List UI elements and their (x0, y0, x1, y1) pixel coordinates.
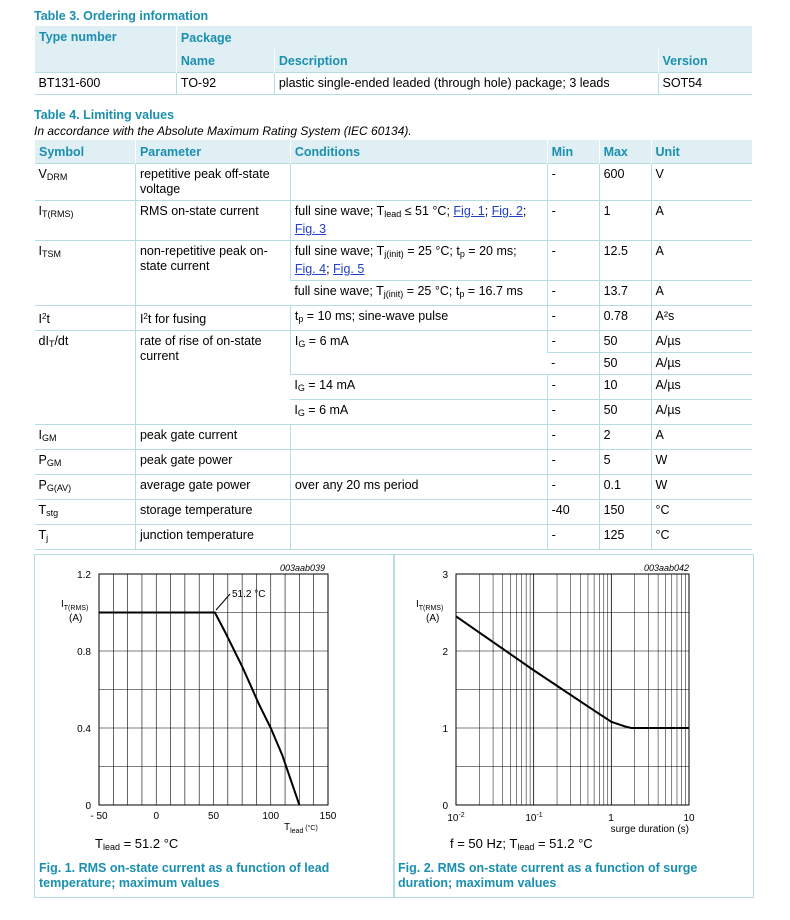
min-cell: - (547, 425, 599, 450)
table-row (35, 241, 753, 281)
header-unit: Unit (651, 140, 752, 164)
header-parameter: Parameter (135, 140, 290, 164)
unit-cell: V (651, 164, 752, 201)
fig4-link[interactable]: Fig. 4 (294, 262, 327, 276)
max-cell: 0.1 (599, 475, 651, 500)
unit-cell: °C (651, 500, 752, 525)
fig2-x-ticks (447, 812, 695, 824)
header-symbol: Symbol (35, 140, 136, 164)
parameter-cell: storage temperature (135, 500, 290, 525)
limiting-values-table (34, 140, 752, 550)
unit-cell: A/µs (651, 331, 752, 353)
fig2-xlabel: surge duration (s) (610, 824, 689, 835)
conditions-cell (290, 425, 547, 450)
ordering-table (34, 26, 752, 95)
max-cell: 2 (599, 425, 651, 450)
unit-cell: W (651, 475, 752, 500)
table-row (35, 201, 753, 241)
parameter-cell: average gate power (135, 475, 290, 500)
fig2-yunit: (A) (426, 613, 440, 624)
symbol-cell: $P_{GM}$ (35, 450, 136, 475)
header-package: Package (176, 26, 752, 49)
max-cell: 50 (599, 353, 651, 375)
table-row (35, 73, 753, 95)
fig1-ytick-label: 0.4 (77, 724, 91, 735)
fig1-annotation: 51.2 °C (232, 589, 266, 600)
fig2-chart (394, 555, 753, 855)
table4-caption: Table 4. Limiting values (34, 108, 175, 122)
parameter-cell: junction temperature (135, 525, 290, 550)
max-cell: 50 (599, 400, 651, 425)
fig1-xtick-label: 100 (262, 811, 280, 822)
table4-subcaption: In accordance with the Absolute Maximum Rating System (IEC 60134). (34, 124, 412, 138)
conditions-cell (290, 525, 547, 550)
symbol-cell: $I^2t$ (35, 306, 136, 331)
header-description: Description (274, 49, 658, 73)
max-cell: 125 (599, 525, 651, 550)
table-row (35, 500, 753, 525)
fig1-chart (35, 555, 394, 855)
fig2-xtick-0.01: $10^{-2}$ (447, 812, 465, 824)
max-cell: 13.7 (599, 281, 651, 306)
symbol-cell: $T_j$ (35, 525, 136, 550)
fig1-xtick-label: 50 (207, 811, 220, 822)
parameter-cell: rate of rise of on-state current (135, 331, 290, 425)
fig1-xtick-label: 0 (153, 811, 160, 822)
symbol-cell: $P_{G(AV)}$ (35, 475, 136, 500)
unit-cell: A/µs (651, 353, 752, 375)
fig1-grid (99, 574, 328, 805)
header-name: Name (176, 49, 274, 73)
header-type-number: Type number (35, 26, 177, 73)
conditions-cell: $t_p = 10$ ms; sine-wave pulse (290, 306, 547, 331)
description-cell: plastic single-ended leaded (through hole) package; 3 leads (274, 73, 658, 95)
conditions-cell: over any 20 ms period (290, 475, 547, 500)
unit-cell: A/µs (651, 375, 752, 400)
figure-2 (393, 554, 754, 898)
fig2-link[interactable]: Fig. 2 (491, 204, 523, 218)
min-cell: - (547, 400, 599, 425)
max-cell: 12.5 (599, 241, 651, 281)
fig2-caption: Fig. 2. RMS on-state current as a function of surge duration; maximum values (398, 861, 698, 890)
symbol-cell: $I_{T(RMS)}$ (35, 201, 136, 241)
fig3-link[interactable]: Fig. 3 (294, 222, 327, 236)
min-cell: - (547, 475, 599, 500)
fig2-ytick-label: 0 (442, 801, 448, 812)
table-row (35, 450, 753, 475)
min-cell: - (547, 241, 599, 281)
fig1-yunit: (A) (69, 613, 83, 624)
parameter-cell: peak gate current (135, 425, 290, 450)
min-cell: - (547, 201, 599, 241)
parameter-cell: peak gate power (135, 450, 290, 475)
parameter-cell: non-repetitive peak on-state current (135, 241, 290, 306)
fig2-ytick-label: 2 (442, 647, 448, 658)
unit-cell: A (651, 425, 752, 450)
fig2-ylabel: $I_{T(RMS)}$ (416, 599, 444, 612)
conditions-cell (290, 500, 547, 525)
fig2-condition: f = 50 Hz; $T_{lead} = 51.2$ °C (450, 836, 593, 852)
header-conditions: Conditions (290, 140, 547, 164)
fig2-xtick-10: 10 (683, 813, 695, 824)
fig1-x-ticks (90, 811, 336, 822)
table3-caption: Table 3. Ordering information (34, 9, 209, 23)
unit-cell: A (651, 201, 752, 241)
fig2-ytick-label: 1 (442, 724, 448, 735)
min-cell: - (547, 331, 599, 353)
unit-cell: A (651, 241, 752, 281)
fig2-xtick-1: 1 (608, 813, 614, 824)
symbol-cell: $T_{stg}$ (35, 500, 136, 525)
unit-cell: A²s (651, 306, 752, 331)
version-cell: SOT54 (658, 73, 752, 95)
max-cell: 0.78 (599, 306, 651, 331)
fig1-ytick-label: 0.8 (77, 647, 91, 658)
fig1-xlabel: $T_{lead}$ $^{(^\circ C)}$ (284, 822, 318, 835)
fig1-ytick-label: 1.2 (77, 570, 91, 581)
unit-cell: A (651, 281, 752, 306)
parameter-cell: RMS on-state current (135, 201, 290, 241)
header-max: Max (599, 140, 651, 164)
fig2-xtick-0.1: $10^{-1}$ (525, 812, 543, 824)
fig1-xtick-label: - 50 (90, 811, 108, 822)
min-cell: - (547, 525, 599, 550)
max-cell: 5 (599, 450, 651, 475)
conditions-cell (290, 450, 547, 475)
table-row (35, 425, 753, 450)
unit-cell: °C (651, 525, 752, 550)
min-cell: - (547, 281, 599, 306)
fig1-ytick-label: 0 (85, 801, 91, 812)
fig2-grid (456, 574, 689, 805)
unit-cell: A/µs (651, 400, 752, 425)
min-cell: - (547, 450, 599, 475)
name-cell: TO-92 (176, 73, 274, 95)
min-cell: - (547, 375, 599, 400)
max-cell: 600 (599, 164, 651, 201)
conditions-cell (290, 164, 547, 201)
symbol-cell: $dI_T/dt$ (35, 331, 136, 425)
table-row (35, 475, 753, 500)
min-cell: - (547, 164, 599, 201)
conditions-cell: $I_G = 6$ mA (290, 400, 547, 425)
conditions-cell: $I_G = 6$ mA (290, 331, 547, 375)
table-row (35, 331, 753, 353)
min-cell: - (547, 306, 599, 331)
fig1-code: 003aab039 (279, 563, 325, 573)
min-cell: -40 (547, 500, 599, 525)
fig2-code: 003aab042 (643, 563, 689, 573)
figure-1 (34, 554, 395, 898)
max-cell: 1 (599, 201, 651, 241)
fig2-ytick-label: 3 (442, 570, 448, 581)
fig1-condition: $T_{lead} = 51.2$ °C (95, 836, 179, 852)
unit-cell: W (651, 450, 752, 475)
header-version: Version (658, 49, 752, 73)
table-row (35, 164, 753, 201)
max-cell: 10 (599, 375, 651, 400)
table-row (35, 525, 753, 550)
type-number-cell: BT131-600 (35, 73, 177, 95)
fig1-link[interactable]: Fig. 1 (453, 204, 485, 218)
fig2-y-ticks (442, 570, 448, 812)
symbol-cell: $I_{TSM}$ (35, 241, 136, 306)
conditions-cell: full sine wave; $T_{lead} \le 51$ °C; Fig. 1; Fig. 2; Fig. 3 (290, 201, 547, 241)
fig1-xtick-label: 150 (319, 811, 337, 822)
symbol-cell: $I_{GM}$ (35, 425, 136, 450)
header-min: Min (547, 140, 599, 164)
conditions-cell: $I_G = 14$ mA (290, 375, 547, 400)
conditions-cell: full sine wave; $T_{j(init)} = 25$ °C; $t_p = 16.7$ ms (290, 281, 547, 306)
symbol-cell: $V_{DRM}$ (35, 164, 136, 201)
fig2-series-line (456, 616, 689, 728)
max-cell: 50 (599, 331, 651, 353)
max-cell: 150 (599, 500, 651, 525)
fig1-caption: Fig. 1. RMS on-state current as a function of lead temperature; maximum values (39, 861, 330, 890)
fig5-link[interactable]: Fig. 5 (333, 262, 365, 276)
conditions-cell: full sine wave; $T_{j(init)} = 25$ °C; $t_p = 20$ ms; Fig. 4; Fig. 5 (290, 241, 547, 281)
fig1-ylabel: $I_{T(RMS)}$ (61, 599, 89, 612)
min-cell: - (547, 353, 599, 375)
parameter-cell: repetitive peak off-state voltage (135, 164, 290, 201)
parameter-cell: $I^2t$ for fusing (135, 306, 290, 331)
table-row (35, 306, 753, 331)
